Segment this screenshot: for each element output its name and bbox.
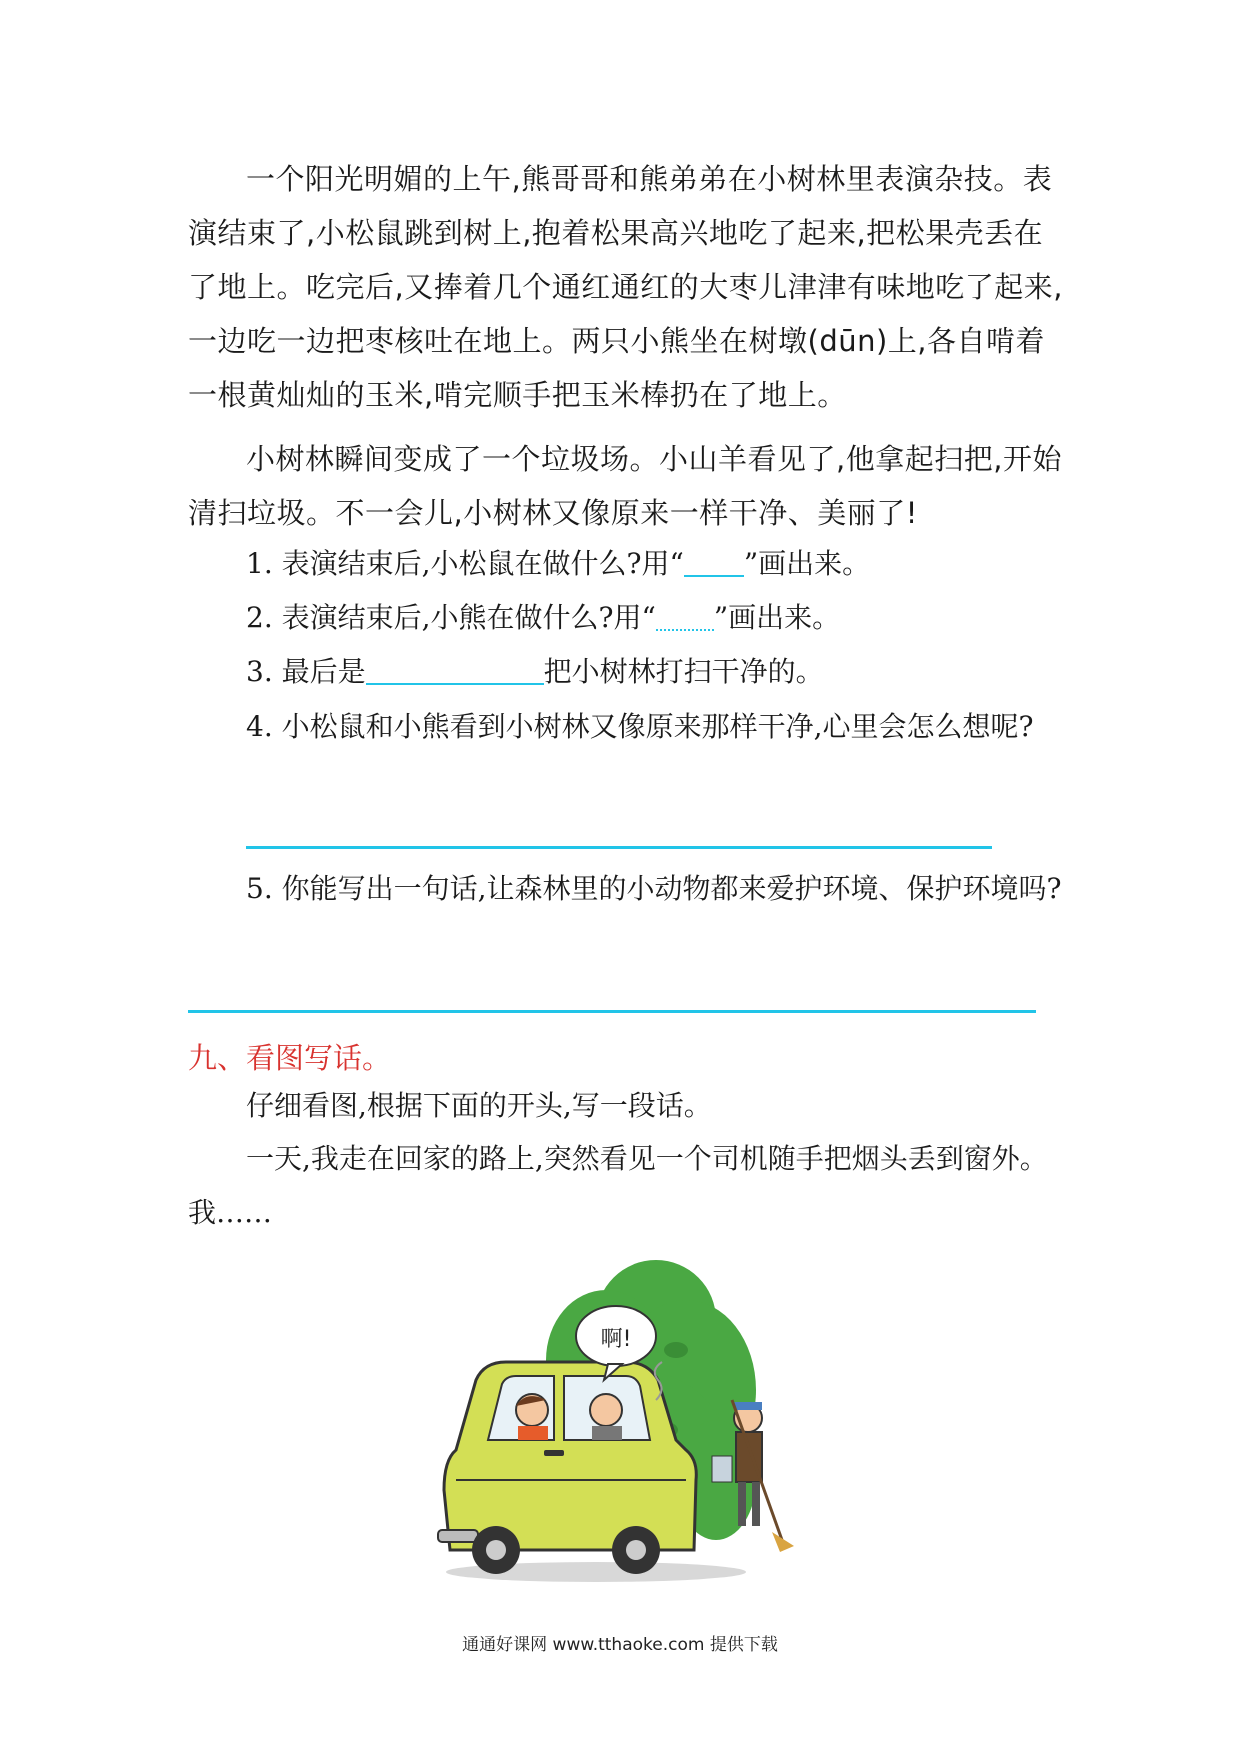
question-1-text: 1. 表演结束后,小松鼠在做什么?用“	[246, 547, 684, 580]
question-1-text-end: ”画出来。	[743, 547, 871, 580]
story-paragraph-2-text: 小树林瞬间变成了一个垃圾场。小山羊看见了,他拿起扫把,开始清扫垃圾。不一会儿,小树林又像原来一样干净、美丽了!	[188, 442, 1062, 530]
story-paragraph-1	[188, 152, 1068, 422]
question-5	[188, 862, 1068, 916]
question-4	[188, 700, 1068, 754]
story-paragraph-1-text: 一个阳光明媚的上午,熊哥哥和熊弟弟在小树林里表演杂技。表演结束了,小松鼠跳到树上,抱着松果高兴地吃了起来,把松果壳丢在了地上。吃完后,又捧着几个通红通红的大枣儿津津有味地吃了起来,一边吃一边把枣核吐在地上。两只小熊坐在树墩(dūn)上,各自啃着一根黄灿灿的玉米,啃完顺手把玉米棒扔在了地上。	[188, 162, 1063, 412]
straight-line-sample	[684, 545, 744, 577]
question-2-text-end: ”画出来。	[713, 601, 841, 634]
question-5-text: 5. 你能写出一句话,让森林里的小动物都来爱护环境、保护环境吗?	[246, 872, 1062, 905]
passenger	[590, 1394, 622, 1440]
wavy-line-sample	[656, 599, 714, 631]
footer: 通通好课网 www.tthaoke.com 提供下载	[462, 1635, 778, 1655]
question-3-answer-blank[interactable]	[366, 653, 544, 685]
section-9-opening-text: 一天,我走在回家的路上,突然看见一个司机随手把烟头丢到窗外。我……	[188, 1142, 1048, 1229]
section-9-opening	[188, 1132, 1068, 1240]
car-driver-illustration	[436, 1250, 812, 1590]
section-9-instruction: 仔细看图,根据下面的开头,写一段话。	[246, 1089, 712, 1122]
question-3	[246, 652, 824, 692]
question-3-text: 3. 最后是	[246, 655, 366, 688]
question-5-answer-line[interactable]	[188, 1010, 1036, 1013]
question-2	[246, 598, 840, 638]
question-2-text: 2. 表演结束后,小熊在做什么?用“	[246, 601, 656, 634]
question-4-answer-line[interactable]	[246, 846, 992, 849]
speech-bubble-text: 啊!	[600, 1327, 632, 1352]
story-paragraph-2	[188, 432, 1068, 540]
car	[438, 1362, 696, 1550]
question-3-text-end: 把小树林打扫干净的。	[543, 655, 824, 688]
question-1	[246, 544, 870, 584]
section-9-heading: 九、看图写话。	[188, 1041, 392, 1075]
driver	[516, 1394, 548, 1440]
question-4-text: 4. 小松鼠和小熊看到小树林又像原来那样干净,心里会怎么想呢?	[246, 710, 1034, 743]
